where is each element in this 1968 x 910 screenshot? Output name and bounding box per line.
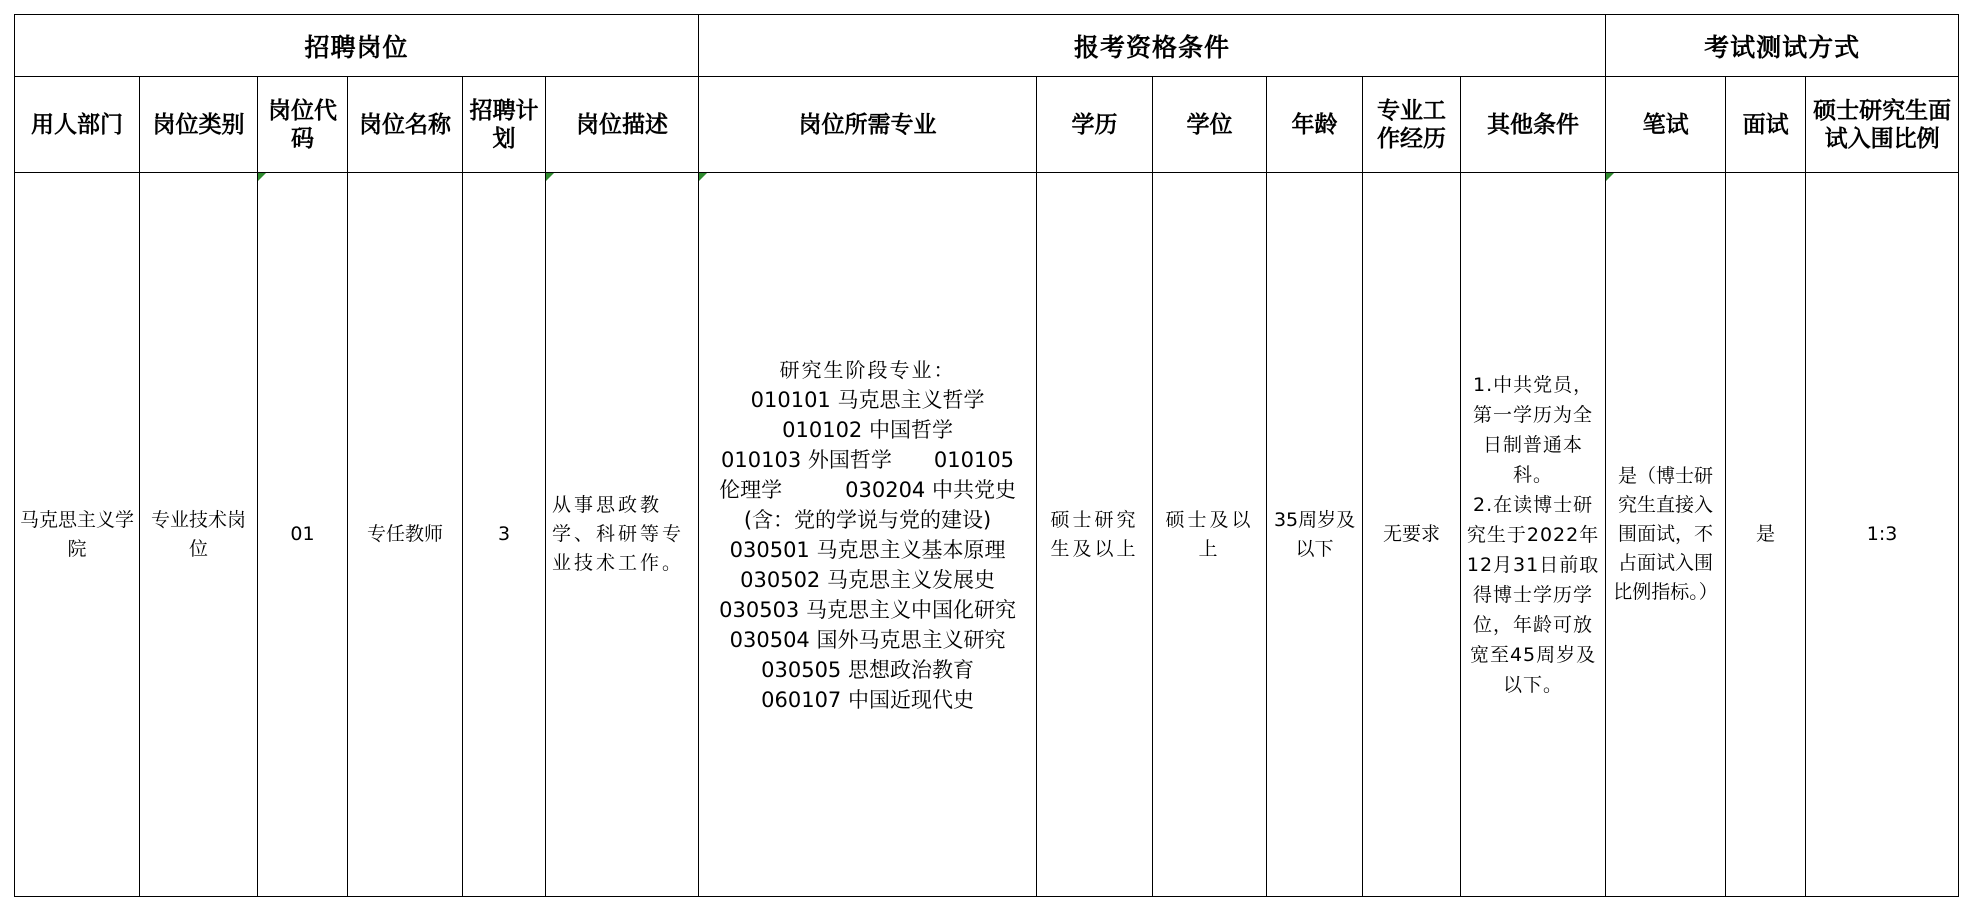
header-written: 笔试: [1606, 77, 1726, 173]
header-name: 岗位名称: [348, 77, 463, 173]
cell-name: 专任教师: [348, 173, 463, 897]
header-other: 其他条件: [1461, 77, 1606, 173]
cell-major: [699, 173, 1037, 897]
major-line: 010103 外国哲学 010105: [721, 447, 1015, 472]
header-major: 岗位所需专业: [699, 77, 1037, 173]
cell-description: [546, 173, 699, 897]
cell-interview: 是: [1726, 173, 1806, 897]
header-interview: 面试: [1726, 77, 1806, 173]
cell-age: 35周岁及以下: [1267, 173, 1363, 897]
cell-other: [1461, 173, 1606, 897]
cell-education: 硕士研究生及以上: [1037, 173, 1153, 897]
comment-marker: [258, 173, 266, 181]
other-condition-2: 2.在读博士研究生于2022年12月31日前取得博士学历学位，年龄可放宽至45周岁及以下。: [1466, 493, 1600, 696]
comment-marker: [546, 173, 554, 181]
cell-category: 专业技术岗位: [140, 173, 258, 897]
major-line: 010101 马克思主义哲学: [750, 387, 985, 412]
cell-department: 马克思主义学院: [15, 173, 140, 897]
header-code: 岗位代码: [258, 77, 348, 173]
group-qualification-header: 报考资格条件: [699, 15, 1606, 77]
header-category: 岗位类别: [140, 77, 258, 173]
major-line: 010102 中国哲学: [782, 417, 953, 442]
table-row: [15, 173, 1959, 897]
cell-plan: 3: [463, 173, 546, 897]
cell-description-text: 从事思政教学、科研等专业技术工作。: [552, 494, 685, 574]
major-line: (含：党的学说与党的建设): [743, 507, 992, 532]
header-ratio: 硕士研究生面试入围比例: [1806, 77, 1959, 173]
major-line: 伦理学 030204 中共党史: [719, 477, 1016, 502]
cell-degree: 硕士及以上: [1153, 173, 1267, 897]
column-header-row: [15, 77, 1959, 173]
cell-ratio: 1:3: [1806, 173, 1959, 897]
comment-marker: [699, 173, 707, 181]
header-experience: 专业工作经历: [1363, 77, 1461, 173]
header-plan: 招聘计划: [463, 77, 546, 173]
header-age: 年龄: [1267, 77, 1363, 173]
major-intro: 研究生阶段专业：: [779, 357, 956, 382]
header-education: 学历: [1037, 77, 1153, 173]
cell-written-text: 是（博士研究生直接入围面试，不占面试入围比例指标。）: [1613, 465, 1718, 603]
cell-code-value: 01: [290, 523, 315, 545]
header-department: 用人部门: [15, 77, 140, 173]
cell-written: [1606, 173, 1726, 897]
major-line: 060107 中国近现代史: [761, 687, 974, 712]
major-line: 030504 国外马克思主义研究: [729, 627, 1006, 652]
cell-experience: 无要求: [1363, 173, 1461, 897]
major-line: 030502 马克思主义发展史: [740, 567, 995, 592]
group-position-header: 招聘岗位: [15, 15, 699, 77]
comment-marker: [1606, 173, 1614, 181]
major-line: 030503 马克思主义中国化研究: [719, 597, 1016, 622]
other-condition-1: 1.中共党员，第一学历为全日制普通本科。: [1472, 373, 1594, 486]
cell-code: [258, 173, 348, 897]
group-header-row: [15, 15, 1959, 77]
group-exam-header: 考试测试方式: [1606, 15, 1959, 77]
major-line: 030501 马克思主义基本原理: [729, 537, 1006, 562]
header-description: 岗位描述: [546, 77, 699, 173]
major-line: 030505 思想政治教育: [761, 657, 974, 682]
header-degree: 学位: [1153, 77, 1267, 173]
recruitment-table: [14, 14, 1959, 897]
